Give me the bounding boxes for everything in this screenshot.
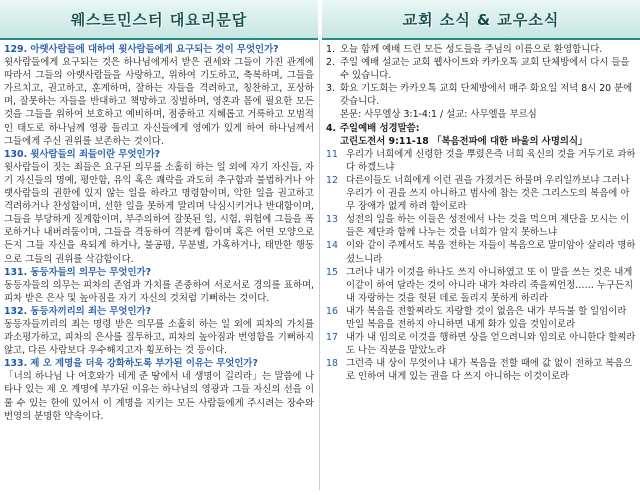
news-body xyxy=(322,40,640,383)
prayer-meeting-text: 본문: 사무엘상 3:1-4:1 / 설교: 사무엘을 부르심 xyxy=(340,109,537,121)
question-133: 133. 제 오 계명을 더욱 강화하도록 부가된 이유는 무엇인가? xyxy=(4,358,258,370)
verse-text: 내가 내 임의로 이것을 행하면 상을 얻으려니와 임의로 아니한다 할찌라도 나는 직분을 맡았노라 xyxy=(346,332,636,357)
scripture-reference: 고린도전서 9:11-18 「복음전파에 대한 바울의 사명의식」 xyxy=(340,135,588,147)
verse xyxy=(326,148,636,174)
verse-text: 성전의 일을 하는 이들은 성전에서 나는 것을 먹으며 제단을 모시는 이들은 제단과 함께 나누는 것을 너희가 알지 못하느냐 xyxy=(346,214,630,239)
notice-text: 오늘 함께 예배 드린 모든 성도들을 주님의 이름으로 환영합니다. xyxy=(340,44,603,55)
answer-130: 윗사람들이 짓는 죄들은 요구된 의무를 소홀히 하는 일 외에 자기 자신들, 자기 자신들의 명예, 평안함, 유익 혹은 쾌락을 과도히 추구함과 불법하거나 아랫사람들의 권한에 있지 않는 일을 하라고 명령함이며, 악한 일을 권고하고 격려하거나 찬성함이며, 선한 일을 못하게 말리며 낙심시키거나 반대함이며, 그들을 부당하게 징계함이며, 부주의하여 잘못된 일, 시험, 위험에 그들을 폭로하거나 내버려둠이며, 그들을 격동하여 격분케 함이며 혹은 어떤 모양으로든지 그들 자신을 욕되게 하거나, 불공평, 무분별, 가혹하거나, 태만한 행동으로 그들의 권위를 삭감함이다. xyxy=(4,161,314,265)
verse xyxy=(326,213,636,239)
question-132: 132. 동등자끼리의 죄는 무엇인가? xyxy=(4,305,152,317)
verse xyxy=(326,357,636,383)
catechism-title: 웨스트민스터 대요리문답 xyxy=(70,10,248,29)
catechism-column xyxy=(0,0,318,423)
verse xyxy=(326,266,636,305)
verse-text: 다른이들도 너희에게 이런 권을 가졌거든 하물며 우리일까보냐 그러나 우리가 이 권을 쓰지 아니하고 범사에 참는 것은 그리스도의 복음에 아무 장애가 없게 하려 함이로라 xyxy=(346,174,630,213)
verse-number: 16 xyxy=(326,305,338,317)
question-130: 130. 윗사람들의 죄들이란 무엇인가? xyxy=(4,148,161,160)
column-divider xyxy=(319,40,320,490)
answer-133: 「너의 하나님 나 여호와가 네게 준 땅에서 네 생명이 길리라」는 말씀에 나타나 있는 제 오 계명에 부가된 이유는 하나님의 영광과 그들 자신의 선을 이룰 수 있는 한에 있어서 이 계명을 지키는 모든 사람들에게 주시려는 장수와 번영의 분명한 약속이다. xyxy=(4,371,314,422)
verse-number: 12 xyxy=(326,174,338,186)
catechism-body xyxy=(0,40,318,423)
news-title: 교회 소식 & 교우소식 xyxy=(402,10,560,29)
verse-text: 이와 같이 주께서도 복음 전하는 자들이 복음으로 말미암아 살리라 명하셨느니라 xyxy=(346,240,636,265)
notice-text: 주일예배 성경말씀: xyxy=(340,122,420,134)
notice-item xyxy=(326,56,636,82)
verse-number: 11 xyxy=(326,148,338,160)
answer-131: 동등자들의 의무는 피차의 존엄과 가치를 존중하여 서로서로 경의를 표하며, 피차 받은 은사 및 높아짐을 자기 자신의 것처럼 기뻐하는 것이다. xyxy=(4,279,314,304)
news-header xyxy=(322,0,640,40)
verse-text: 그러나 내가 이것을 하나도 쓰지 아니하였고 또 이 말을 쓰는 것은 내게 이같이 하여 달라는 것이 아니라 내가 차라리 죽을찌언정…… 누구든지 내 자랑하는 것을 헛된 데로 돌리지 못하게 하리라 xyxy=(346,266,634,304)
verse-text: 그런즉 내 상이 무엇이냐 내가 복음을 전할 때에 값 없이 전하고 복음으로 인하여 내게 있는 권을 다 쓰지 아니하는 이것이로라 xyxy=(346,358,633,383)
verse xyxy=(326,174,636,213)
notice-number: 2. xyxy=(326,57,335,69)
answer-132: 동등자들끼리의 죄는 명령 받은 의무를 소홀히 하는 일 외에 피차의 가치를 과소평가하고, 피차의 은사를 질투하고, 피차의 높아짐과 번영함을 기뻐하지 않고, 다른 사람보다 우수해지고자 횡포하는 것 등이다. xyxy=(4,318,314,357)
notice-text: 화요 기도회는 카카오톡 교회 단체방에서 매주 화요일 저녁 8시 20 분에 갖습니다. xyxy=(340,83,633,108)
verse-text: 우리가 너희에게 신령한 것을 뿌렸은즉 너희 육신의 것을 거두기로 과하다 하겠느냐 xyxy=(346,148,636,173)
verse-number: 14 xyxy=(326,240,338,252)
verse xyxy=(326,239,636,265)
verse-number: 17 xyxy=(326,332,338,344)
verse-number: 18 xyxy=(326,358,338,370)
notice-item xyxy=(326,122,636,135)
question-131: 131. 동등자들의 의무는 무엇인가? xyxy=(4,266,152,278)
verse-number: 13 xyxy=(326,214,338,226)
verse-number: 15 xyxy=(326,266,338,278)
notice-number: 3. xyxy=(326,83,335,95)
notice-item xyxy=(326,82,636,108)
verse xyxy=(326,305,636,331)
notice-item xyxy=(326,43,636,56)
verse-text: 내가 복음을 전할찌라도 자랑할 것이 없음은 내가 부득불 할 일임이라 만일 복음을 전하지 아니하면 내게 화가 있을 것임이로라 xyxy=(346,305,627,330)
answer-129: 윗사람들에게 요구되는 것은 하나님에게서 받은 권세와 그들이 가진 관계에 따라서 그들의 아랫사람들을 사랑하고, 위하여 기도하고, 축복하며, 그들을 가르치고, 권고하고, 훈계하며, 잘하는 자들을 격려하고, 칭찬하고, 포상하며, 잘못하는 자들을 반대하고 책망하고 징벌하며, 영혼과 몸에 필요한 모든 것을 그들을 위하여 보호하고 예비하며, 점중하고 지혜롭고 거룩하고 모범적인 태도로 하나님께 영광 돌리고 자신들에게 영예가 있게 하여 하나님께서 그들에게 주신 권위를 보존하는 것이다. xyxy=(4,57,314,147)
verse xyxy=(326,331,636,357)
notice-number: 4. xyxy=(326,122,337,134)
notice-number: 1. xyxy=(326,44,335,55)
notice-text: 주일 예배 설교는 교회 웹사이트와 카카오톡 교회 단체방에서 다시 들을 수 있습니다. xyxy=(340,57,630,82)
news-column xyxy=(322,0,640,383)
question-129: 129. 아랫사람들에 대하여 윗사람들에게 요구되는 것이 무엇인가? xyxy=(4,44,279,55)
catechism-header xyxy=(0,0,318,40)
notice-detail xyxy=(326,108,636,121)
